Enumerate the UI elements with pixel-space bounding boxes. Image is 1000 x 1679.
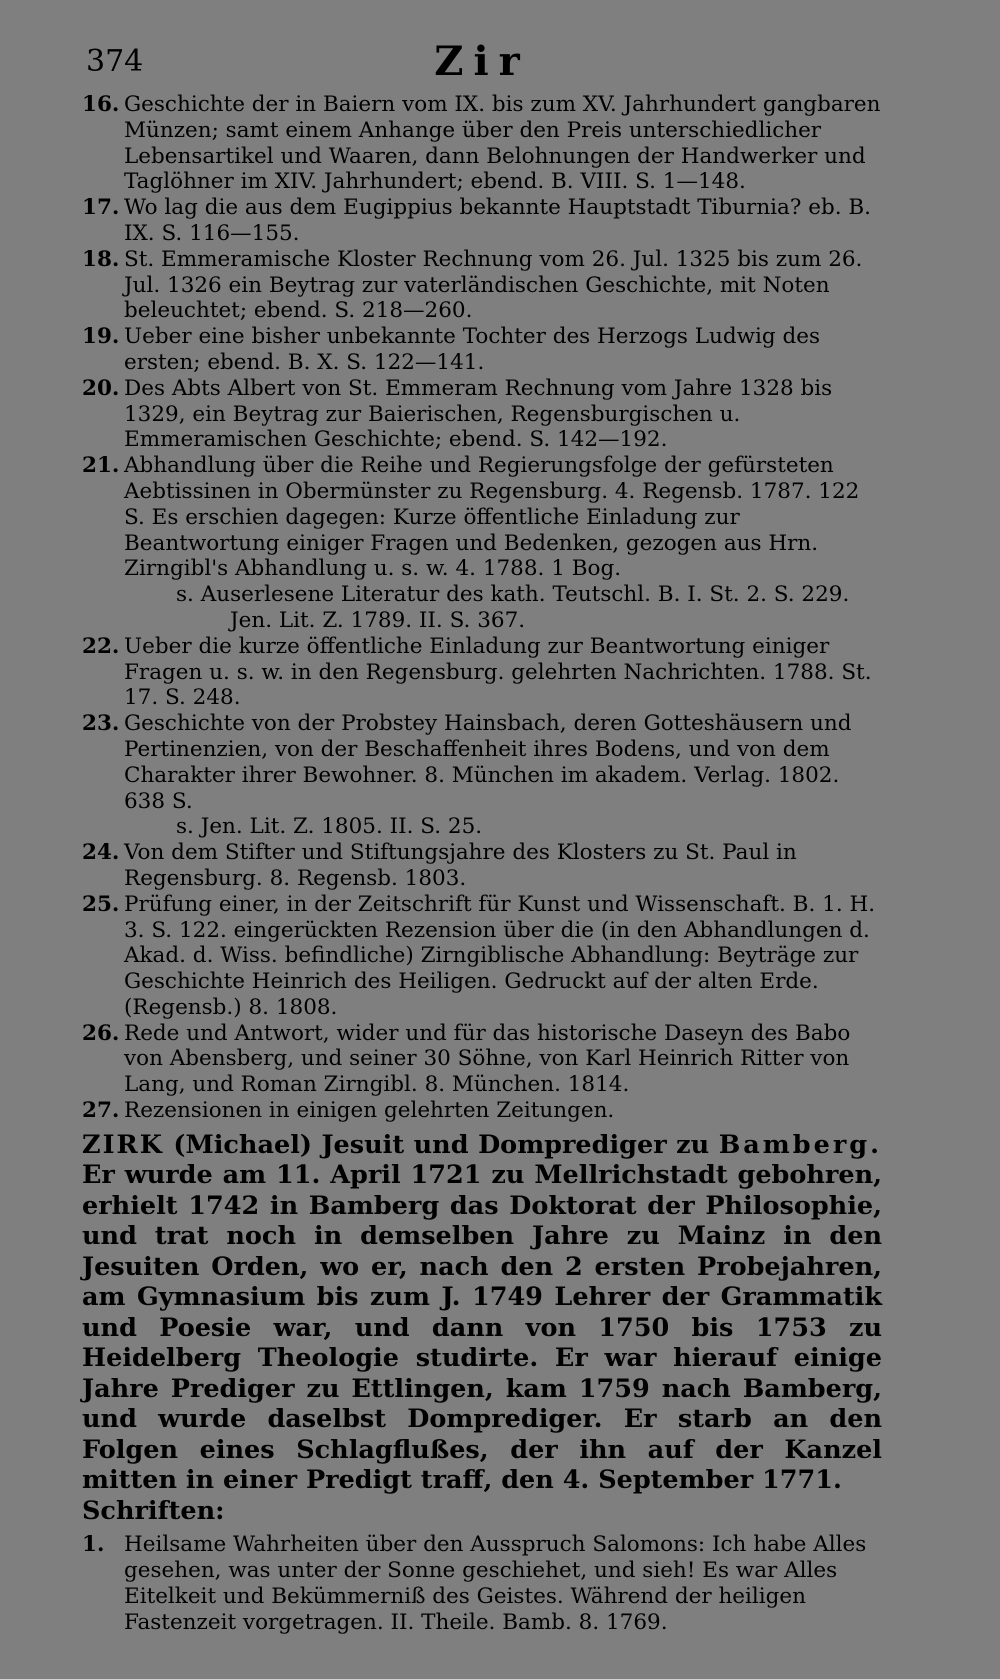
- entry-number: 21.: [82, 453, 120, 479]
- bibliography-entry: [82, 1098, 882, 1124]
- bibliography-entry: [82, 324, 882, 376]
- bibliography-entry: [82, 453, 882, 634]
- entry-reference: Jen. Lit. Z. 1789. II. S. 367.: [230, 607, 526, 633]
- bibliography-entry: [82, 1532, 882, 1636]
- page-header: [82, 38, 882, 92]
- author-given-name: (Michael): [173, 1129, 312, 1160]
- entry-reference: s. Auserlesene Literatur des kath. Teutschl. B. I. St. 2. S. 229.: [176, 582, 850, 608]
- biography-text: Er wurde am 11. April 1721 zu Mellrichstadt gebohren, erhielt 1742 in Bamberg das Doktorat der Philosophie, und trat noch in demselben Jahre zu Mainz in den Jesuiten Orden, wo er, nach den 2 ersten Probejahren, am Gymnasium bis zum J. 1749 Lehrer der Grammatik und Poesie war, und dann von 1750 bis 1753 zu Heidelberg Theologie studirte. Er war hierauf einige Jahre Prediger zu Ettlingen, kam 1759 nach Bamberg, und wurde daselbst Domprediger. Er starb an den Folgen eines Schlagflußes, der ihn auf der Kanzel mitten in einer Predigt traff, den 4. September 1771.: [82, 1160, 882, 1496]
- entry-text: Wo lag die aus dem Eugippius bekannte Hauptstadt Tiburnia? eb. B. IX. S. 116—155.: [124, 195, 872, 246]
- author-name: ZIRK: [82, 1129, 164, 1160]
- author-biography: [82, 1130, 882, 1527]
- bibliography-entry: [82, 892, 882, 1021]
- entry-text: Rede und Antwort, wider und für das historische Daseyn des Babo von Abensberg, und seiner 30 Söhne, von Karl Heinrich Ritter von Lang, und Roman Zirngibl. 8. München. 1814.: [124, 1020, 851, 1098]
- entry-number: 27.: [82, 1098, 120, 1124]
- entry-number: 23.: [82, 711, 120, 737]
- entry-text: Ueber die kurze öffentliche Einladung zur Beantwortung einiger Fragen u. s. w. in den Regensburg. gelehrten Nachrichten. 1788. St. 17. S. 248.: [124, 633, 872, 711]
- works-list: [82, 1532, 882, 1636]
- entry-number: 16.: [82, 92, 120, 117]
- entry-text: Ueber eine bisher unbekannte Tochter des Herzogs Ludwig des ersten; ebend. B. X. S. 122—141.: [124, 324, 820, 375]
- author-place: Bamberg.: [718, 1129, 882, 1160]
- entry-number: 17.: [82, 195, 120, 221]
- entry-number: 26.: [82, 1020, 120, 1046]
- bibliography-entry: [82, 1021, 882, 1098]
- bibliography-entry: [82, 247, 882, 324]
- entry-reference: s. Jen. Lit. Z. 1805. II. S. 25.: [176, 814, 483, 840]
- running-head: Zir: [434, 38, 530, 85]
- author-role: Jesuit und Domprediger zu: [321, 1129, 710, 1160]
- entry-text: Prüfung einer, in der Zeitschrift für Kunst und Wissenschaft. B. 1. H. 3. S. 122. eingerückten Rezension über die (in den Abhandlungen d. Akad. d. Wiss. befindliche) Zirngiblische Abhandlung: Beyträge zur Geschichte Heinrich des Heiligen. Gedruckt auf der alten Erde. (Regensb.) 8. 1808.: [124, 891, 876, 1020]
- bibliography-entry: [82, 195, 882, 247]
- entry-text: Rezensionen in einigen gelehrten Zeitungen.: [124, 1098, 615, 1124]
- entry-text: St. Emmeramische Kloster Rechnung vom 26. Jul. 1325 bis zum 26. Jul. 1326 ein Beytrag zur vaterländischen Geschichte, mit Noten beleuchtet; ebend. S. 218—260.: [124, 246, 863, 324]
- bibliography-entry: [82, 711, 882, 840]
- page-number: 374: [86, 44, 144, 79]
- bibliography-entry: [82, 840, 882, 892]
- bibliography-entry: [82, 376, 882, 453]
- entry-number: 18.: [82, 246, 120, 272]
- bibliography-list: [82, 92, 882, 1124]
- schriften-heading: Schriften:: [82, 1495, 225, 1526]
- entry-number: 1.: [82, 1532, 105, 1558]
- entry-number: 22.: [82, 633, 120, 659]
- entry-number: 19.: [82, 324, 120, 350]
- entry-text: Geschichte der in Baiern vom IX. bis zum XV. Jahrhundert gangbaren Münzen; samt einem Anhange über den Preis unterschiedlicher Lebensartikel und Waaren, dann Belohnungen der Handwerker und Taglöhner im XIV. Jahrhundert; ebend. B. VIII. S. 1—148.: [124, 92, 881, 195]
- entry-number: 24.: [82, 840, 120, 866]
- entry-text: Heilsame Wahrheiten über den Ausspruch Salomons: Ich habe Alles gesehen, was unter der Sonne geschiehet, und sieh! Es war Alles Eitelkeit und Bekümmerniß des Geistes. Während der heiligen Fastenzeit vorgetragen. II. Theile. Bamb. 8. 1769.: [124, 1532, 867, 1636]
- bibliography-entry: [82, 92, 882, 195]
- entry-text: Abhandlung über die Reihe und Regierungsfolge der gefürsteten Aebtissinen in Obermünster zu Regensburg. 4. Regensb. 1787. 122 S. Es erschien dagegen: Kurze öffentliche Einladung zur Beantwortung einiger Fragen und Bedenken, gezogen aus Hrn. Zirngibl's Abhandlung u. s. w. 4. 1788. 1 Bog.: [124, 453, 860, 582]
- entry-text: Des Abts Albert von St. Emmeram Rechnung vom Jahre 1328 bis 1329, ein Beytrag zur Baierischen, Regensburgischen u. Emmeramischen Geschichte; ebend. S. 142—192.: [124, 375, 833, 453]
- bibliography-entry: [82, 634, 882, 711]
- entry-text: Geschichte von der Probstey Hainsbach, deren Gotteshäusern und Pertinenzien, von der Beschaffenheit ihres Bodens, und von dem Charakter ihrer Bewohner. 8. München im akadem. Verlag. 1802. 638 S.: [124, 711, 852, 814]
- entry-text: Von dem Stifter und Stiftungsjahre des Klosters zu St. Paul in Regensburg. 8. Regensb. 1803.: [124, 840, 797, 891]
- entry-number: 20.: [82, 375, 120, 401]
- entry-number: 25.: [82, 891, 120, 917]
